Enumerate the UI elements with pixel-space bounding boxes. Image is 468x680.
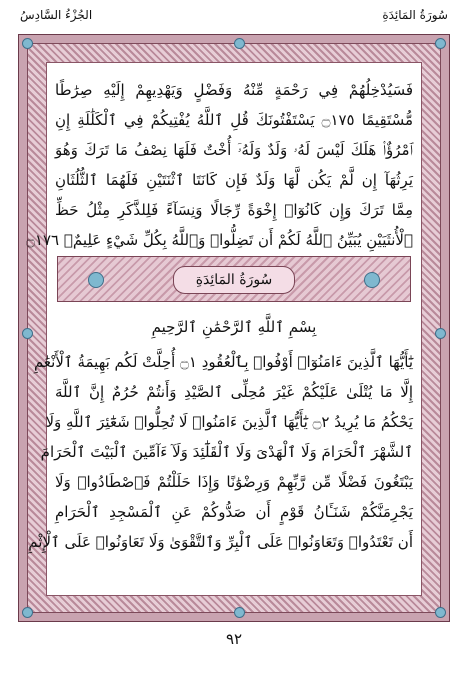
basmala: بِسْمِ ٱللَّهِ ٱلرَّحْمَٰنِ ٱلرَّحِيمِ — [151, 318, 317, 336]
juz-header: الجُزْءُ السَّادِسُ — [20, 8, 93, 22]
border-ornament-icon — [22, 328, 33, 339]
banner-ornament-icon — [364, 272, 380, 288]
text-line: يَجْرِمَنَّكُمْ شَنَـَٔانُ قَوْمٍ أَن صَدُّوكُمْ عَنِ ٱلْمَسْجِدِ ٱلْحَرَامِ — [55, 503, 413, 521]
text-line: يَحْكُمُ مَا يُرِيدُ ۝٢ يَٰٓأَيُّهَا ٱلَّذِينَ ءَامَنُوا۟ لَا تُحِلُّوا۟ شَعَٰٓئِرَ ٱللَّهِ وَلَا — [45, 413, 413, 431]
text-line: مُّسْتَقِيمًا ۝١٧٥ يَسْتَفْتُونَكَ قُلِ ٱللَّهُ يُفْتِيكُمْ فِي ٱلْكَلَٰلَةِ إِنِ — [55, 111, 413, 129]
surah-header: سُورَةُ المَائِدَةِ — [382, 8, 448, 22]
text-line: يَرِثُهَآ إِن لَّمْ يَكُن لَّهَا وَلَدٌ فَإِن كَانَتَا ٱثْنَتَيْنِ فَلَهُمَا ٱلثُّلُثَانِ — [55, 171, 413, 189]
text-line: فَسَيُدْخِلُهُمْ فِي رَحْمَةٍ مِّنْهُ وَفَضْلٍ وَيَهْدِيهِمْ إِلَيْهِ صِرَٰطًا — [55, 81, 413, 99]
corner-ornament-icon — [435, 607, 446, 618]
surah-title: سُورَةُ المَائِدَةِ — [173, 266, 295, 294]
corner-ornament-icon — [435, 38, 446, 49]
text-line: يَبْتَغُونَ فَضْلًا مِّن رَّبِّهِمْ وَرِضْوَٰنًا وَإِذَا حَلَلْتُمْ فَٱصْطَادُوا۟ وَلَا — [55, 473, 413, 491]
page-number: ٩٢ — [225, 630, 243, 648]
text-line: إِلَّا مَا يُتْلَىٰ عَلَيْكُمْ غَيْرَ مُحِلِّى ٱلصَّيْدِ وَأَنتُمْ حُرُمٌ إِنَّ ٱللَّهَ — [55, 383, 413, 401]
surah-title-banner — [57, 256, 411, 302]
text-line: أَن تَعْتَدُوا۟ وَتَعَاوَنُوا۟ عَلَى ٱلْبِرِّ وَٱلتَّقْوَىٰ وَلَا تَعَاوَنُوا۟ عَلَى ٱلْإِثْمِ — [28, 533, 413, 551]
text-line: ٱلْأُنثَيَيْنِ يُبَيِّنُ ٱللَّهُ لَكُمْ أَن تَضِلُّوا۟ وَٱللَّهُ بِكُلِّ شَيْءٍ عَلِيمٌۢ ۝١٧٦ — [26, 231, 413, 249]
border-ornament-icon — [234, 607, 245, 618]
border-ornament-icon — [234, 38, 245, 49]
text-line: يَٰٓأَيُّهَا ٱلَّذِينَ ءَامَنُوٓا۟ أَوْفُوا۟ بِٱلْعُقُودِ ۝١ أُحِلَّتْ لَكُم بَهِيمَةُ ٱلْأَنْعَٰمِ — [33, 353, 413, 371]
text-line: مِمَّا تَرَكَ وَإِن كَانُوٓا۟ إِخْوَةً رِّجَالًا وَنِسَآءً فَلِلذَّكَرِ مِثْلُ حَظِّ — [55, 201, 413, 219]
border-ornament-icon — [435, 328, 446, 339]
text-line: ٱمْرُؤٌا۟ هَلَكَ لَيْسَ لَهُۥ وَلَدٌ وَلَهُۥٓ أُخْتٌ فَلَهَا نِصْفُ مَا تَرَكَ وَهُوَ — [55, 141, 413, 159]
text-line: ٱلشَّهْرَ ٱلْحَرَامَ وَلَا ٱلْهَدْىَ وَلَا ٱلْقَلَٰٓئِدَ وَلَآ ءَآمِّينَ ٱلْبَيْتَ ٱلْحَرَامَ — [40, 443, 413, 461]
page-text-area — [26, 62, 422, 596]
corner-ornament-icon — [22, 607, 33, 618]
banner-ornament-icon — [88, 272, 104, 288]
corner-ornament-icon — [22, 38, 33, 49]
